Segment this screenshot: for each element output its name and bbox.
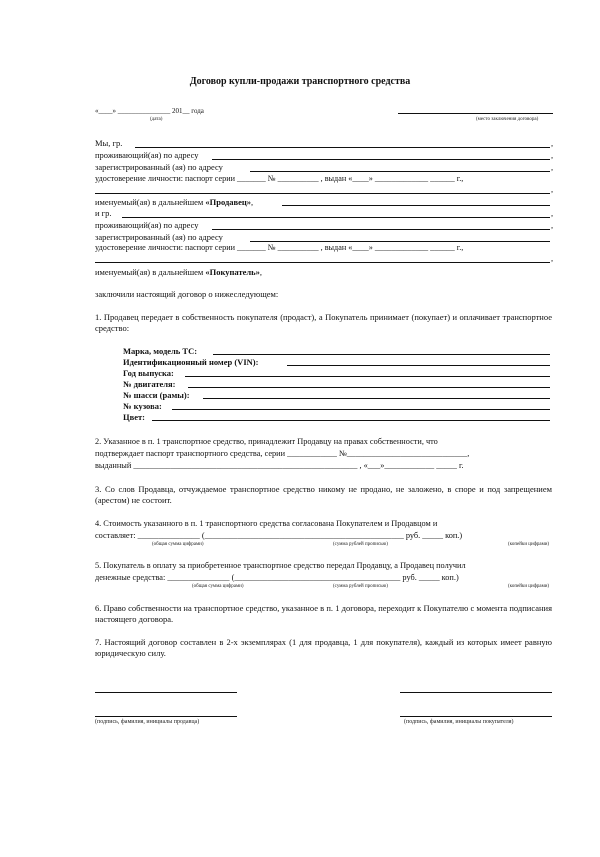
clause-5-line-2: денежные средства: _______________ (________________________________________ руб. _____ коп.) [95, 573, 459, 582]
comma: , [551, 208, 554, 218]
seller-registered-line [250, 171, 550, 172]
clause-2-line-3: выданный ______________________________________________________ , «___»____________ _____ г. [95, 461, 464, 470]
place-line [398, 113, 553, 114]
seller-id-extra-line [95, 193, 550, 194]
buyer-id-extra-line [95, 262, 550, 263]
clause-4-line-2: составляет: _______________ (________________________________________________ руб. _____ коп.) [95, 531, 463, 540]
seller-named-prefix: именуемый(ая) в дальнейшем [95, 197, 206, 207]
vehicle-color-line [152, 420, 550, 421]
comma: , [551, 220, 554, 230]
intro-text: заключили настоящий договор о нижеследующем: [95, 289, 279, 299]
clause-4-line-1: 4. Стоимость указанного в п. 1 транспортного средства согласована Покупателем и Продавцом и [95, 519, 438, 528]
vehicle-make-line [213, 354, 550, 355]
clause-5-caption-kop: (копейки цифрами) [508, 584, 550, 589]
vehicle-vin-line [287, 365, 550, 366]
vehicle-field-chassis: № шасси (рамы): [123, 390, 190, 400]
seller-role: «Продавец» [205, 197, 252, 207]
vehicle-field-engine: № двигателя: [123, 379, 176, 389]
seller-named-suffix: , [251, 197, 254, 207]
date-caption: (дата) [150, 117, 163, 122]
buyer-signature-caption: (подпись, фамилия, инициалы покупателя) [404, 719, 514, 725]
vehicle-body-line [172, 409, 550, 410]
place-caption: (место заключения договора) [476, 117, 539, 122]
buyer-registered-line [250, 241, 550, 242]
seller-name-line [135, 147, 550, 148]
comma: , [551, 138, 554, 148]
clause-5-caption-rub: (сумма рублей прописью) [333, 584, 388, 589]
clause-2-line-1: 2. Указанное в п. 1 транспортное средство, принадлежит Продавцу на правах собственности, что [95, 437, 438, 446]
vehicle-engine-line [188, 387, 550, 388]
clause-3: 3. Со слов Продавца, отчуждаемое транспортное средство никому не продано, не заложено, в споре и под запрещением (арестом) не состоит. [95, 484, 552, 505]
seller-named-extra-line [282, 205, 550, 206]
comma: , [551, 184, 554, 194]
date-line: «____» _______________ 201__ года [95, 107, 204, 115]
seller-signature-caption: (подпись, фамилия, инициалы продавца) [95, 719, 200, 725]
buyer-and-label: и гр. [95, 208, 112, 218]
clause-5-caption-sum: (общая сумма цифрами) [192, 584, 244, 589]
clause-4-caption-sum: (общая сумма цифрами) [152, 542, 204, 547]
buyer-named-suffix: , [259, 267, 263, 277]
seller-registered-label: зарегистрированный (ая) по адресу [95, 162, 223, 172]
clause-4-caption-kop: (копейки цифрами) [508, 542, 550, 547]
seller-signature-line-1 [95, 692, 237, 693]
buyer-signature-line-2 [400, 716, 552, 717]
buyer-signature-line-1 [400, 692, 552, 693]
seller-signature-line-2 [95, 716, 237, 717]
vehicle-field-year: Год выпуска: [123, 368, 174, 378]
vehicle-field-vin: Идентификационный номер (VIN): [123, 357, 259, 367]
seller-resident-line [212, 159, 550, 160]
seller-my-label: Мы, гр. [95, 138, 123, 148]
buyer-resident-line [212, 229, 550, 230]
buyer-id-line: удостоверение личности: паспорт серии _______ № __________ , выдан «____» _____________ ______ г., [95, 243, 464, 252]
buyer-name-line [122, 217, 550, 218]
clause-6: 6. Право собственности на транспортное средство, указанное в п. 1 договора, переходит к Покупателю с момента подписания настоящего договора. [95, 603, 552, 624]
vehicle-year-line [185, 376, 550, 377]
buyer-resident-label: проживающий(ая) по адресу [95, 220, 199, 230]
seller-named-line [95, 197, 253, 207]
vehicle-field-body: № кузова: [123, 401, 162, 411]
vehicle-field-color: Цвет: [123, 412, 145, 422]
comma: , [551, 253, 554, 263]
buyer-named-prefix: именуемый(ая) в дальнейшем [95, 267, 206, 277]
comma: , [551, 150, 554, 160]
buyer-role: «Покупатель» [205, 267, 260, 277]
clause-5-line-1: 5. Покупатель в оплату за приобретенное транспортное средство передал Продавцу, а Продавец получил [95, 561, 466, 570]
clause-4-caption-rub: (сумма рублей прописью) [333, 542, 388, 547]
buyer-named-line [95, 267, 262, 277]
seller-id-line: удостоверение личности: паспорт серии _______ № __________ , выдан «____» _____________ ______ г., [95, 174, 464, 183]
vehicle-field-make: Марка, модель ТС: [123, 346, 198, 356]
comma: , [551, 162, 554, 172]
buyer-registered-label: зарегистрированный (ая) по адресу [95, 232, 223, 242]
clause-7: 7. Настоящий договор составлен в 2-х экземплярах (1 для продавца, 1 для покупателя), каждый из которых имеет равную юридическую силу. [95, 637, 552, 658]
clause-2-line-2: подтверждает паспорт транспортного средства, серии ____________ №_____________________________, [95, 449, 470, 458]
vehicle-chassis-line [203, 398, 550, 399]
clause-1: 1. Продавец передает в собственность покупателя (продаст), а Покупатель принимает (покупает) и оплачивает транспортное средство: [95, 312, 552, 333]
seller-resident-label: проживающий(ая) по адресу [95, 150, 199, 160]
document-title: Договор купли-продажи транспортного средства [189, 76, 411, 87]
